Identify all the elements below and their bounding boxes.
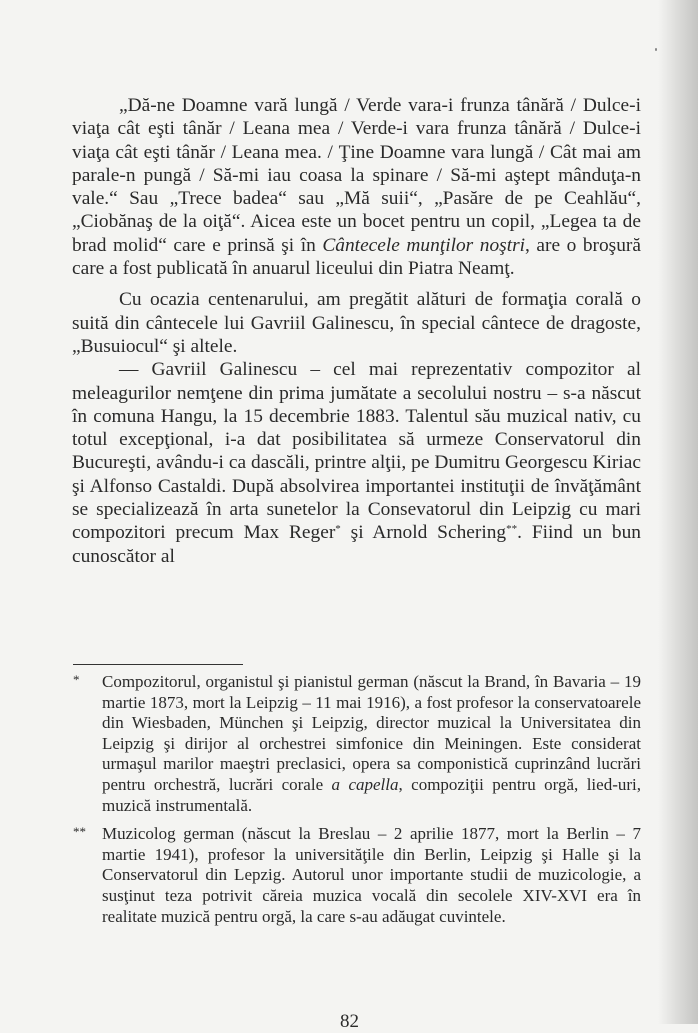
scan-speck (655, 48, 657, 51)
footnote-ref-2[interactable]: ** (506, 523, 518, 536)
footnotes (72, 672, 641, 927)
paragraph-text: , are o broşură care a fost publicată în anuarul liceului din Piatra Neamţ. (72, 234, 641, 280)
paragraph-text: . Fiind un bun cunoscător al (72, 522, 641, 567)
paragraph-galinescu (72, 358, 641, 568)
paragraph-text: şi Arnold Schering (340, 522, 507, 544)
page-number: 82 (340, 1011, 359, 1032)
footnote-mark: ** (73, 824, 86, 840)
footnote-text: Compozitorul, organistul şi pianistul german (născut la Brand, în Bavaria – 19 martie 1873, mort la Leipzig – 11 mai 1916), a fost profesor la conservatoarele din Wiesbaden, München şi Leipzig, director muzical la Universitatea din Leipzig şi dirijor al orchestrei simfonice din Meiningen. Este considerat urmaşul marilor maeştri preclasici, opera sa componistică cuprinzând lucrări pentru orchestră, lucrări corale (102, 672, 641, 794)
footnote-1 (72, 672, 641, 816)
footnote-text: Muzicolog german (născut la Breslau – 2 aprilie 1877, mort la Berlin – 7 martie 1941), profesor la universităţile din Berlin, Leipzig şi Halle şi la Conservatorul din Lepzig. Autorul unor importante studii de muzicologie, a susţinut teza potrivit căreia muzica vocală din secolele XIV-XVI era în realitate muzică pentru orgă, la care s-au adăugat cuvintele. (102, 824, 641, 926)
paragraph-text: „Dă-ne Doamne vară lungă / Verde vara-i frunza tânără / Dulce-i viaţa cât eşti tânăr / Leana mea / Verde-i vara frunza tânără / Dulce-i viaţa cât eşti tânăr / Leana mea. / Ţine Doamne vara lungă / Cât mai am parale-n pungă / Să-mi iau coasa la spinare / Să-mi aştept mânduţa-n vale.“ Sau „Trece badea“ sau „Mă suii“, „Pasăre de pe Ceahlău“, „Ciobănaş de la oiţă“. Aicea este un bocet pentru un copil, „Legea ta de brad molid“ care e prinsă şi în (72, 95, 641, 256)
footnote-mark: * (73, 672, 80, 687)
book-title: Cântecele munţilor noştri (322, 234, 526, 256)
page-edge-shadow (658, 0, 698, 1024)
paragraph-song-lyrics (72, 94, 641, 280)
footnote-ref-1[interactable]: * (335, 523, 341, 536)
body-text (72, 94, 641, 568)
paragraph-centenary: Cu ocazia centenarului, am pregătit alături de formaţia corală o suită din cântecele lui Gavriil Galinescu, în special cântece de dragoste, „Busuiocul“ şi altele. (72, 289, 641, 357)
footnote-text: , compoziţii pentru orgă, lied-uri, muzică instrumentală. (102, 774, 641, 815)
paragraph-text: — Gavriil Galinescu – cel mai reprezentativ compozitor al meleagurilor nemţene din prima jumătate a secolului nostru – s-a născut în comuna Hangu, la 15 decembrie 1883. Talentul său muzical nativ, cu totul excepţional, i-a dat posibilitatea să urmeze Conservatorul din Bucureşti, avându-i ca dascăli, printre alţii, pe Dumitru Georgescu Kiriac şi Alfonso Castaldi. După absolvirea importantei instituţii de învăţământ se specializează în arta sunetelor la Consevatorul din Leipzig cu mari compozitori precum Max Reger (72, 359, 641, 544)
footnote-italic: a capella (331, 774, 399, 794)
footnote-2 (72, 824, 641, 927)
footnote-divider (73, 664, 243, 665)
